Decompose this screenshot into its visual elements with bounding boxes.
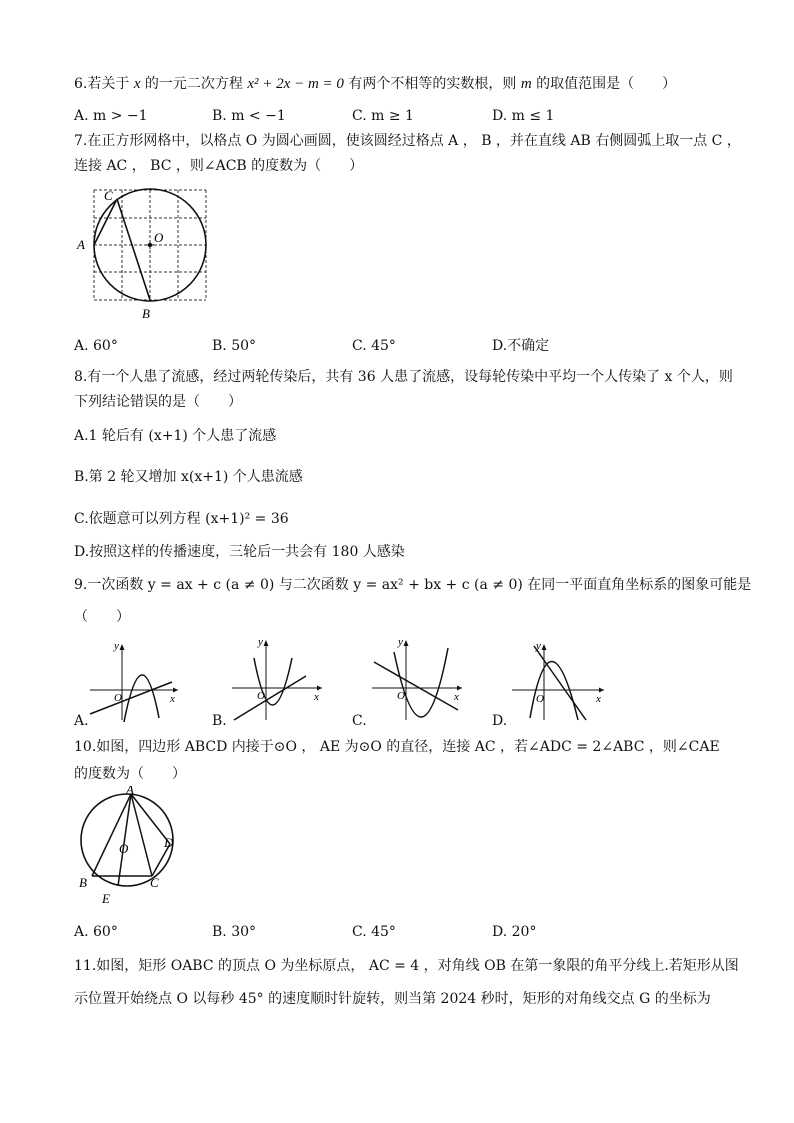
q6-text-b: 的一元二次方程 <box>140 76 248 92</box>
q9-graph-b[interactable] <box>228 636 328 722</box>
q7-option-b[interactable]: B. 50° <box>212 338 257 354</box>
q7-label-o: O <box>154 230 164 245</box>
question-11-stem-line1: 11.如图，矩形 OABC 的顶点 O 为坐标原点， AC = 4 ，对角线 OB 在第一象限的角平分线上.若矩形从图 <box>74 958 739 974</box>
question-6-options <box>74 106 714 126</box>
q9a-y-label: y <box>114 640 119 652</box>
question-8-stem-line1: 8.有一个人患了流感，经过两轮传染后，共有 36 人患了流感，设每轮传染中平均一个人传染了 x 个人，则 <box>74 369 733 385</box>
q9-option-d[interactable]: D. <box>492 713 508 729</box>
q10-label-a: A <box>126 786 134 797</box>
q9-graph-c[interactable] <box>368 636 468 722</box>
q7-label-a: A <box>77 237 85 252</box>
q9-graph-a[interactable] <box>84 640 184 722</box>
q10-option-b[interactable]: B. 30° <box>212 924 257 940</box>
question-7-stem-line2: 连接 AC ， BC ，则∠ACB 的度数为（ ） <box>74 158 364 174</box>
q9b-origin-label: O <box>257 690 265 702</box>
question-6-stem <box>74 73 676 95</box>
q10-label-o: O <box>119 841 129 856</box>
question-11-stem-line2: 示位置开始绕点 O 以每秒 45° 的速度顺时针旋转，则当第 2024 秒时，矩形的对角线交点 G 的坐标为 <box>74 991 711 1007</box>
q9d-x-label: x <box>596 693 601 705</box>
q9c-origin-label: O <box>397 690 405 702</box>
q10-option-a[interactable]: A. 60° <box>74 924 118 940</box>
q9b-x-label: x <box>314 691 319 703</box>
q7-label-c: C <box>104 188 113 203</box>
q9a-origin-label: O <box>114 692 122 704</box>
q7-label-b: B <box>142 306 150 321</box>
q6-var-m: m <box>520 76 532 92</box>
q9c-y-label: y <box>398 636 403 648</box>
q10-option-d[interactable]: D. 20° <box>492 924 537 940</box>
q9-graph-d[interactable] <box>508 640 608 722</box>
q6-option-b[interactable]: B. m < −1 <box>212 108 286 124</box>
q6-equation: x² + 2x − m = 0 <box>247 76 344 92</box>
q7-option-d[interactable]: D.不确定 <box>492 338 550 354</box>
question-9-stem-line2: （ ） <box>74 609 130 625</box>
q7-circle-grid-figure <box>74 182 214 322</box>
q10-option-c[interactable]: C. 45° <box>352 924 396 940</box>
q8-option-a[interactable]: A.1 轮后有 (x+1) 个人患了流感 <box>74 428 277 444</box>
q9d-y-label: y <box>536 640 541 652</box>
q6-text-a: 6.若关于 <box>74 76 134 92</box>
q9b-y-label: y <box>258 636 263 648</box>
q6-option-a[interactable]: A. m > −1 <box>74 108 148 124</box>
q6-text-d: 的取值范围是（ ） <box>531 76 677 92</box>
q9-option-c[interactable]: C. <box>352 713 367 729</box>
q9d-origin-label: O <box>536 693 544 705</box>
q8-option-b[interactable]: B.第 2 轮又增加 x(x+1) 个人患流感 <box>74 469 303 485</box>
question-7-stem-line1: 7.在正方形网格中，以格点 O 为圆心画圆，使该圆经过格点 A ， B ，并在直线 AB 右侧圆弧上取一点 C ， <box>74 133 741 149</box>
question-8-stem-line2: 下列结论错误的是（ ） <box>74 394 242 410</box>
q8-option-c[interactable]: C.依题意可以列方程 (x+1)² = 36 <box>74 511 289 527</box>
question-10-stem-line1: 10.如图，四边形 ABCD 内接于⊙O ， AE 为⊙O 的直径，连接 AC ，若∠ADC = 2∠ABC ，则∠CAE <box>74 739 720 755</box>
q9-option-b[interactable]: B. <box>212 713 227 729</box>
question-10-stem-line2: 的度数为（ ） <box>74 766 186 782</box>
q7-option-c[interactable]: C. 45° <box>352 338 396 354</box>
q7-option-a[interactable]: A. 60° <box>74 338 118 354</box>
q10-label-b: B <box>79 875 87 890</box>
q6-option-d[interactable]: D. m ≤ 1 <box>492 108 555 124</box>
question-7-options <box>74 336 714 356</box>
q6-option-c[interactable]: C. m ≥ 1 <box>352 108 414 124</box>
q9-option-a[interactable]: A. <box>74 713 89 729</box>
q10-label-d: D <box>164 835 174 850</box>
q10-label-c: C <box>150 875 159 890</box>
q10-label-e: E <box>102 891 110 906</box>
q6-text-c: 有两个不相等的实数根，则 <box>343 76 521 92</box>
q10-inscribed-quadrilateral-figure <box>72 786 192 908</box>
q6-var-x: x <box>133 76 141 92</box>
q9c-x-label: x <box>454 691 459 703</box>
q8-option-d[interactable]: D.按照这样的传播速度，三轮后一共会有 180 人感染 <box>74 544 405 560</box>
q9a-x-label: x <box>170 693 175 705</box>
question-10-options <box>74 922 714 942</box>
question-9-stem-line1: 9.一次函数 y = ax + c (a ≠ 0) 与二次函数 y = ax² + bx + c (a ≠ 0) 在同一平面直角坐标系的图象可能是 <box>74 577 752 593</box>
